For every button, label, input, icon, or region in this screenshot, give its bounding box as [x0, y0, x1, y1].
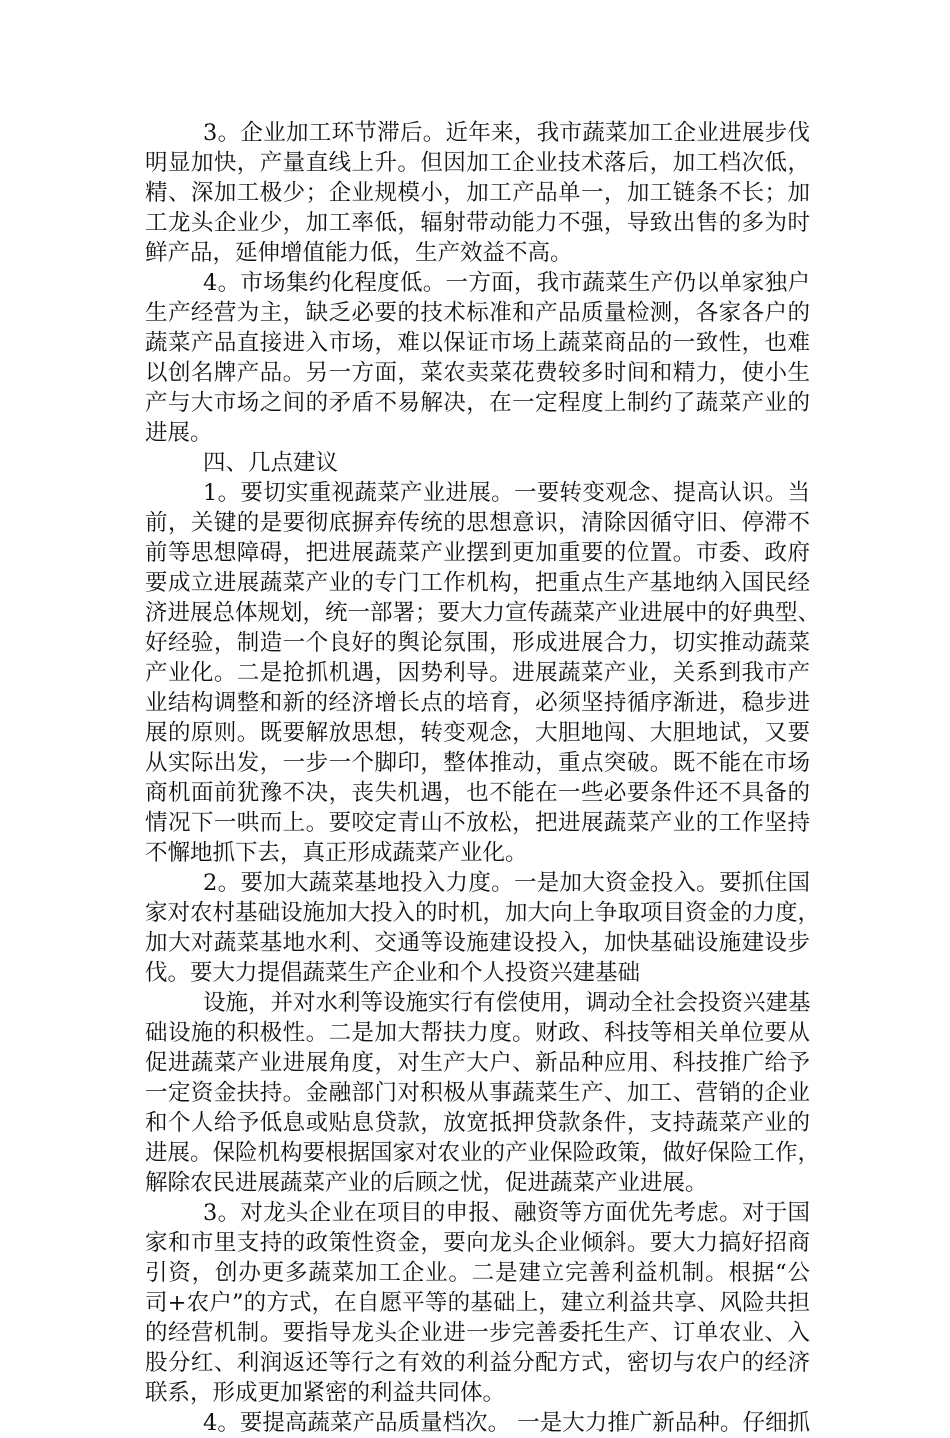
text-line: 好经验，制造一个良好的舆论氛围，形成进展合力，切实推动蔬菜 — [145, 630, 810, 656]
text-line: 加大对蔬菜基地水利、交通等设施建设投入，加快基础设施建设步 — [145, 930, 810, 956]
text-line: 展的原则。既要解放思想，转变观念，大胆地闯、大胆地试，又要 — [145, 720, 810, 746]
text-line: 鲜产品，延伸增值能力低，生产效益不高。 — [145, 240, 573, 266]
text-line: 情况下一哄而上。要咬定青山不放松，把进展蔬菜产业的工作坚持 — [145, 810, 810, 836]
text-line: 3。对龙头企业在项目的申报、融资等方面优先考虑。对于国 — [203, 1200, 810, 1226]
text-line: 工龙头企业少，加工率低，辐射带动能力不强，导致出售的多为时 — [145, 210, 810, 236]
text-line: 前，关键的是要彻底摒弃传统的思想意识，清除因循守旧、停滞不 — [145, 510, 810, 536]
text-line: 商机面前犹豫不决，丧失机遇，也不能在一些必要条件还不具备的 — [145, 780, 810, 806]
text-line: 济进展总体规划，统一部署；要大力宣传蔬菜产业进展中的好典型、 — [145, 600, 821, 626]
document-body — [145, 118, 821, 1438]
text-line: 联系，形成更加紧密的利益共同体。 — [145, 1380, 506, 1406]
text-line: 设施，并对水利等设施实行有偿使用，调动全社会投资兴建基 — [203, 990, 811, 1016]
text-line: 础设施的积极性。二是加大帮扶力度。财政、科技等相关单位要从 — [145, 1020, 810, 1046]
text-line: 产与大市场之间的矛盾不易解决，在一定程度上制约了蔬菜产业的 — [145, 390, 810, 416]
text-line: 一定资金扶持。金融部门对积极从事蔬菜生产、加工、营销的企业 — [145, 1080, 810, 1106]
text-line: 的经营机制。要指导龙头企业进一步完善委托生产、订单农业、入 — [145, 1320, 810, 1346]
text-line: 前等思想障碍，把进展蔬菜产业摆到更加重要的位置。市委、政府 — [145, 540, 810, 566]
text-line: 业结构调整和新的经济增长点的培育，必须坚持循序渐进，稳步进 — [145, 690, 810, 716]
text-line: 4。市场集约化程度低。一方面，我市蔬菜生产仍以单家独户 — [203, 270, 810, 296]
text-line: 以创名牌产品。另一方面，菜农卖菜花费较多时间和精力，使小生 — [145, 360, 810, 386]
text-line: 从实际出发，一步一个脚印，整体推动，重点突破。既不能在市场 — [145, 750, 810, 776]
text-line: 要成立进展蔬菜产业的专门工作机构，把重点生产基地纳入国民经 — [145, 570, 810, 596]
text-line: 1。要切实重视蔬菜产业进展。一要转变观念、提高认识。当 — [203, 480, 810, 506]
text-line: 4。要提高蔬菜产品质量档次。 一是大力推广新品种。仔细抓 — [203, 1410, 810, 1436]
text-line: 生产经营为主，缺乏必要的技术标准和产品质量检测，各家各户的 — [145, 300, 810, 326]
text-line: 引资，创办更多蔬菜加工企业。二是建立完善利益机制。根据“公 — [145, 1260, 810, 1286]
text-line: 促进蔬菜产业进展角度，对生产大户、新品种应用、科技推广给予 — [145, 1050, 810, 1076]
text-line: 进展。保险机构要根据国家对农业的产业保险政策，做好保险工作， — [145, 1140, 821, 1166]
text-line: 明显加快，产量直线上升。但因加工企业技术落后，加工档次低， — [145, 150, 810, 176]
text-line: 伐。要大力提倡蔬菜生产企业和个人投资兴建基础 — [145, 960, 641, 986]
text-line: 进展。 — [145, 420, 213, 446]
text-line: 股分红、利润返还等行之有效的利益分配方式，密切与农户的经济 — [145, 1350, 810, 1376]
text-line: 家和市里支持的政策性资金，要向龙头企业倾斜。要大力搞好招商 — [145, 1230, 810, 1256]
text-line: 和个人给予低息或贴息贷款，放宽抵押贷款条件，支持蔬菜产业的 — [145, 1110, 810, 1136]
text-line: 司+农户”的方式，在自愿平等的基础上，建立利益共享、风险共担 — [145, 1290, 810, 1316]
text-line: 家对农村基础设施加大投入的时机，加大向上争取项目资金的力度， — [145, 900, 821, 926]
text-line: 精、深加工极少；企业规模小，加工产品单一，加工链条不长；加 — [145, 180, 810, 206]
text-line: 四、几点建议 — [203, 450, 339, 476]
text-line: 3。企业加工环节滞后。近年来，我市蔬菜加工企业进展步伐 — [203, 120, 810, 146]
text-line: 产业化。二是抢抓机遇，因势利导。进展蔬菜产业，关系到我市产 — [145, 660, 810, 686]
text-line: 2。要加大蔬菜基地投入力度。一是加大资金投入。要抓住国 — [203, 870, 810, 896]
text-line: 解除农民进展蔬菜产业的后顾之忧，促进蔬菜产业进展。 — [145, 1170, 708, 1196]
text-line: 不懈地抓下去，真正形成蔬菜产业化。 — [145, 840, 528, 866]
text-line: 蔬菜产品直接进入市场，难以保证市场上蔬菜商品的一致性，也难 — [145, 330, 810, 356]
